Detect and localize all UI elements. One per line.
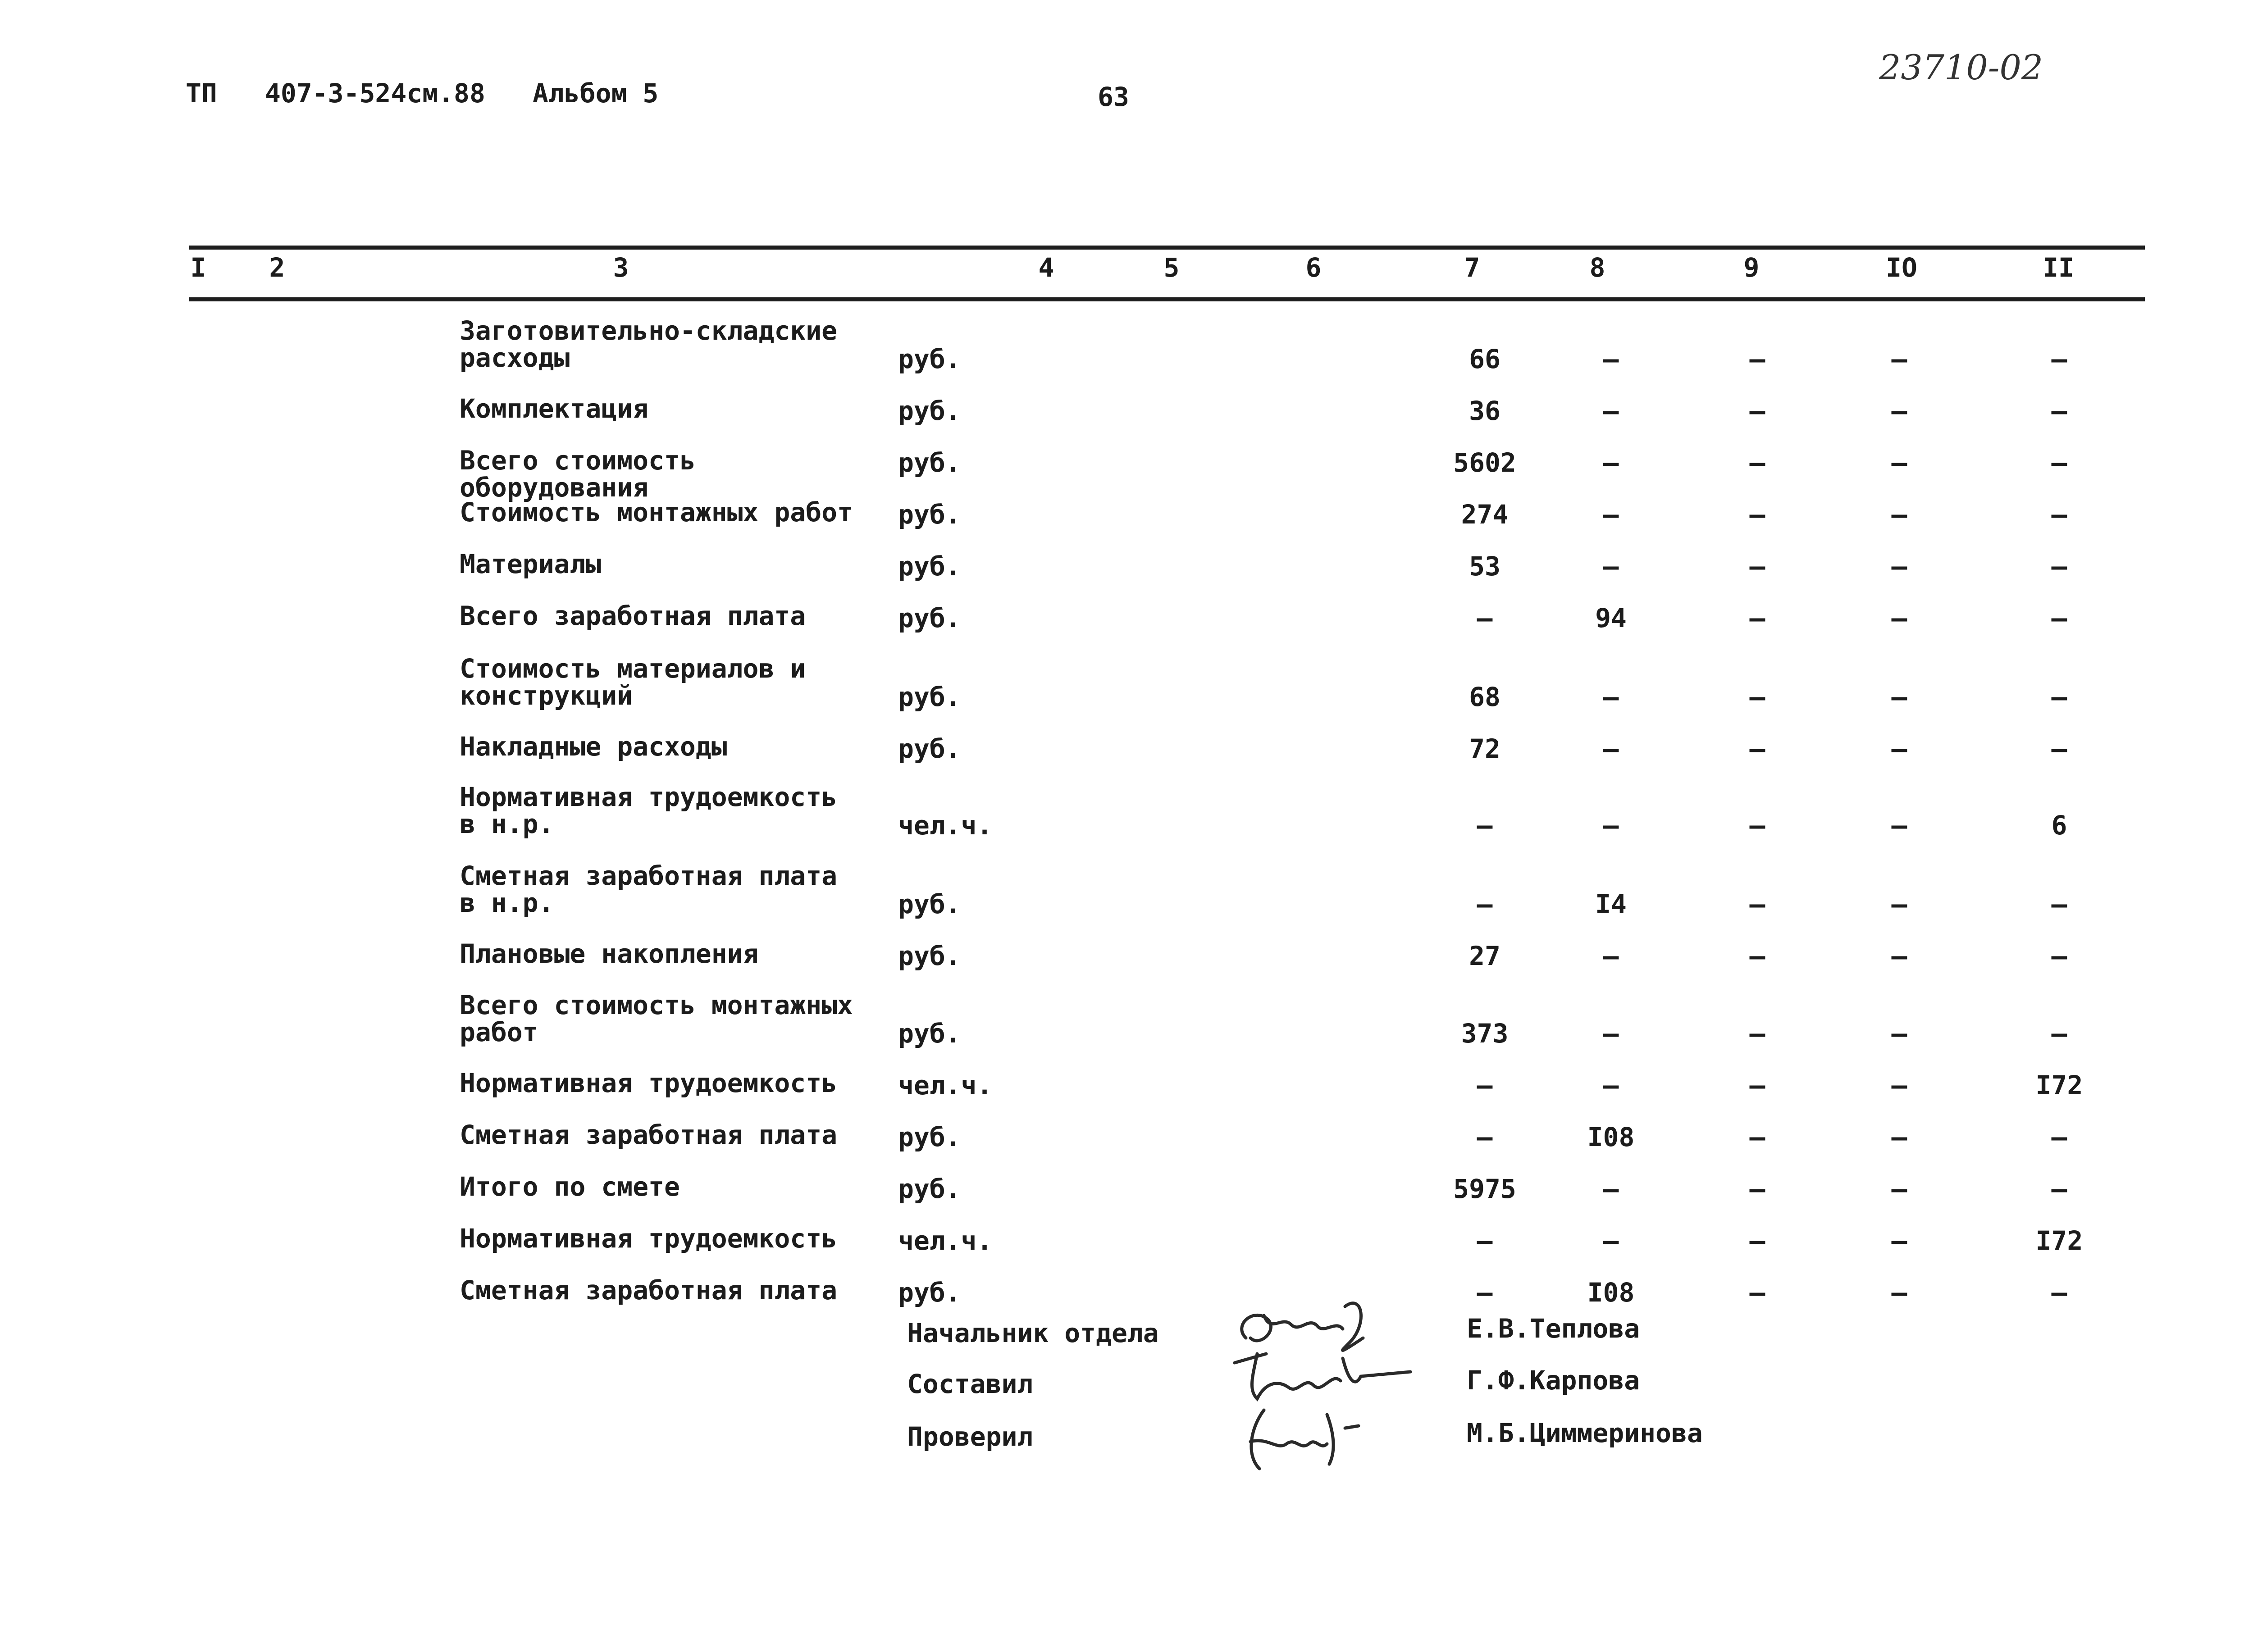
value-cell-col11: – (2051, 447, 2067, 478)
series-code: ТП (186, 78, 217, 109)
value-cell-col10: – (1891, 889, 1907, 919)
value-cell-col7: 373 (1461, 1018, 1509, 1049)
value-cell-col7: – (1477, 603, 1493, 633)
signatory-name: Г.Ф.Карпова (1467, 1365, 1640, 1396)
value-cell-col8: – (1603, 733, 1619, 764)
unit-cell: руб. (898, 499, 961, 530)
value-cell-col10: – (1891, 1225, 1907, 1256)
unit-cell: руб. (898, 733, 961, 764)
value-cell-col8: – (1603, 682, 1619, 712)
value-cell-col9: – (1749, 447, 1765, 478)
item-name: Всего стоимость монтажных работ (460, 990, 853, 1047)
handwritten-signature (1226, 1345, 1415, 1408)
unit-cell: руб. (898, 603, 961, 633)
value-cell-col8: – (1603, 344, 1619, 374)
value-cell-col9: – (1749, 396, 1765, 426)
value-cell-col9: – (1749, 1070, 1765, 1101)
column-number: 9 (1743, 252, 1760, 283)
value-cell-col11: – (2051, 682, 2067, 712)
column-number: II (2043, 252, 2074, 283)
value-cell-col8: – (1603, 551, 1619, 582)
value-cell-col10: – (1891, 810, 1907, 841)
value-cell-col8: – (1603, 396, 1619, 426)
value-cell-col11: – (2051, 1277, 2067, 1308)
value-cell-col7: – (1477, 1122, 1493, 1152)
column-number: 2 (269, 252, 285, 283)
column-number: I (190, 252, 206, 283)
value-cell-col7: 68 (1469, 682, 1500, 712)
signature-role: Проверил (907, 1421, 1033, 1452)
value-cell-col9: – (1749, 941, 1765, 971)
value-cell-col11: – (2051, 941, 2067, 971)
unit-cell: руб. (898, 447, 961, 478)
value-cell-col10: – (1891, 682, 1907, 712)
value-cell-col8: I4 (1595, 889, 1627, 919)
value-cell-col9: – (1749, 1225, 1765, 1256)
value-cell-col11: – (2051, 551, 2067, 582)
value-cell-col8: 94 (1595, 603, 1627, 633)
unit-cell: руб. (898, 1122, 961, 1152)
item-name: Всего стоимость оборудования (460, 445, 696, 503)
value-cell-col7: 36 (1469, 396, 1500, 426)
value-cell-col9: – (1749, 1277, 1765, 1308)
value-cell-col11: – (2051, 344, 2067, 374)
album-label: Альбом 5 (533, 78, 659, 109)
unit-cell: чел.ч. (898, 1225, 993, 1256)
column-number: 7 (1464, 252, 1480, 283)
value-cell-col7: 5602 (1453, 447, 1516, 478)
value-cell-col10: – (1891, 551, 1907, 582)
unit-cell: руб. (898, 396, 961, 426)
value-cell-col11: – (2051, 889, 2067, 919)
value-cell-col11: – (2051, 499, 2067, 530)
unit-cell: руб. (898, 1018, 961, 1049)
value-cell-col9: – (1749, 1122, 1765, 1152)
value-cell-col11: 6 (2051, 810, 2067, 841)
table-top-rule (189, 246, 2145, 250)
value-cell-col11: – (2051, 1018, 2067, 1049)
table-header-rule (189, 297, 2145, 301)
item-name: Стоимость монтажных работ (460, 497, 853, 528)
value-cell-col10: – (1891, 447, 1907, 478)
value-cell-col7: – (1477, 889, 1493, 919)
value-cell-col10: – (1891, 1122, 1907, 1152)
unit-cell: руб. (898, 344, 961, 374)
value-cell-col11: I72 (2035, 1070, 2083, 1101)
value-cell-col9: – (1749, 682, 1765, 712)
unit-cell: руб. (898, 889, 961, 919)
value-cell-col10: – (1891, 603, 1907, 633)
unit-cell: руб. (898, 551, 961, 582)
handwritten-signature (1232, 1401, 1368, 1478)
value-cell-col8: I08 (1587, 1122, 1635, 1152)
value-cell-col7: 274 (1461, 499, 1509, 530)
unit-cell: руб. (898, 1277, 961, 1308)
item-name: Нормативная трудоемкость (460, 1223, 838, 1254)
signature-role: Составил (907, 1369, 1033, 1399)
value-cell-col7: 72 (1469, 733, 1500, 764)
value-cell-col10: – (1891, 1018, 1907, 1049)
column-number: IO (1886, 252, 1917, 283)
value-cell-col11: – (2051, 733, 2067, 764)
item-name: Сметная заработная плата в н.р. (460, 860, 838, 918)
value-cell-col11: – (2051, 1122, 2067, 1152)
item-name: Нормативная трудоемкость (460, 1068, 838, 1098)
value-cell-col8: – (1603, 941, 1619, 971)
value-cell-col7: 5975 (1453, 1174, 1516, 1204)
value-cell-col10: – (1891, 1174, 1907, 1204)
column-number: 8 (1589, 252, 1605, 283)
value-cell-col9: – (1749, 499, 1765, 530)
value-cell-col9: – (1749, 889, 1765, 919)
item-name: Сметная заработная плата (460, 1275, 838, 1306)
value-cell-col10: – (1891, 733, 1907, 764)
value-cell-col7: 27 (1469, 941, 1500, 971)
unit-cell: руб. (898, 941, 961, 971)
unit-cell: руб. (898, 1174, 961, 1204)
item-name: Накладные расходы (460, 731, 727, 762)
unit-cell: руб. (898, 682, 961, 712)
value-cell-col7: – (1477, 1277, 1493, 1308)
column-number: 5 (1163, 252, 1180, 283)
signatory-name: Е.В.Теплова (1467, 1313, 1640, 1344)
value-cell-col11: – (2051, 396, 2067, 426)
value-cell-col7: – (1477, 810, 1493, 841)
value-cell-col8: – (1603, 1174, 1619, 1204)
inventory-number: 23710-02 (1879, 47, 2043, 87)
value-cell-col11: I72 (2035, 1225, 2083, 1256)
value-cell-col9: – (1749, 551, 1765, 582)
item-name: Стоимость материалов и конструкций (460, 653, 806, 711)
item-name: Нормативная трудоемкость в н.р. (460, 782, 838, 839)
value-cell-col7: – (1477, 1070, 1493, 1101)
value-cell-col11: – (2051, 603, 2067, 633)
value-cell-col8: – (1603, 1018, 1619, 1049)
signature-role: Начальник отдела (907, 1318, 1159, 1348)
column-number: 3 (613, 252, 629, 283)
column-number: 4 (1038, 252, 1054, 283)
value-cell-col10: – (1891, 941, 1907, 971)
item-name: Плановые накопления (460, 938, 759, 969)
value-cell-col7: – (1477, 1225, 1493, 1256)
unit-cell: чел.ч. (898, 810, 993, 841)
column-number: 6 (1305, 252, 1322, 283)
value-cell-col11: – (2051, 1174, 2067, 1204)
value-cell-col8: – (1603, 499, 1619, 530)
item-name: Сметная заработная плата (460, 1120, 838, 1150)
value-cell-col9: – (1749, 810, 1765, 841)
value-cell-col9: – (1749, 603, 1765, 633)
value-cell-col10: – (1891, 396, 1907, 426)
item-name: Материалы (460, 549, 602, 579)
value-cell-col9: – (1749, 733, 1765, 764)
value-cell-col8: – (1603, 810, 1619, 841)
item-name: Всего заработная плата (460, 601, 806, 631)
unit-cell: чел.ч. (898, 1070, 993, 1101)
page-number: 63 (1098, 82, 1129, 112)
value-cell-col7: 53 (1469, 551, 1500, 582)
value-cell-col10: – (1891, 1070, 1907, 1101)
value-cell-col8: I08 (1587, 1277, 1635, 1308)
value-cell-col10: – (1891, 344, 1907, 374)
item-name: Итого по смете (460, 1171, 680, 1202)
value-cell-col7: 66 (1469, 344, 1500, 374)
signatory-name: М.Б.Циммеринова (1467, 1418, 1703, 1448)
value-cell-col9: – (1749, 344, 1765, 374)
value-cell-col9: – (1749, 1018, 1765, 1049)
value-cell-col8: – (1603, 447, 1619, 478)
value-cell-col8: – (1603, 1225, 1619, 1256)
value-cell-col8: – (1603, 1070, 1619, 1101)
project-number: 407-3-524см.88 (265, 78, 485, 109)
item-name: Заготовительно-складские расходы (460, 315, 838, 373)
item-name: Комплектация (460, 393, 649, 424)
value-cell-col10: – (1891, 1277, 1907, 1308)
value-cell-col9: – (1749, 1174, 1765, 1204)
value-cell-col10: – (1891, 499, 1907, 530)
